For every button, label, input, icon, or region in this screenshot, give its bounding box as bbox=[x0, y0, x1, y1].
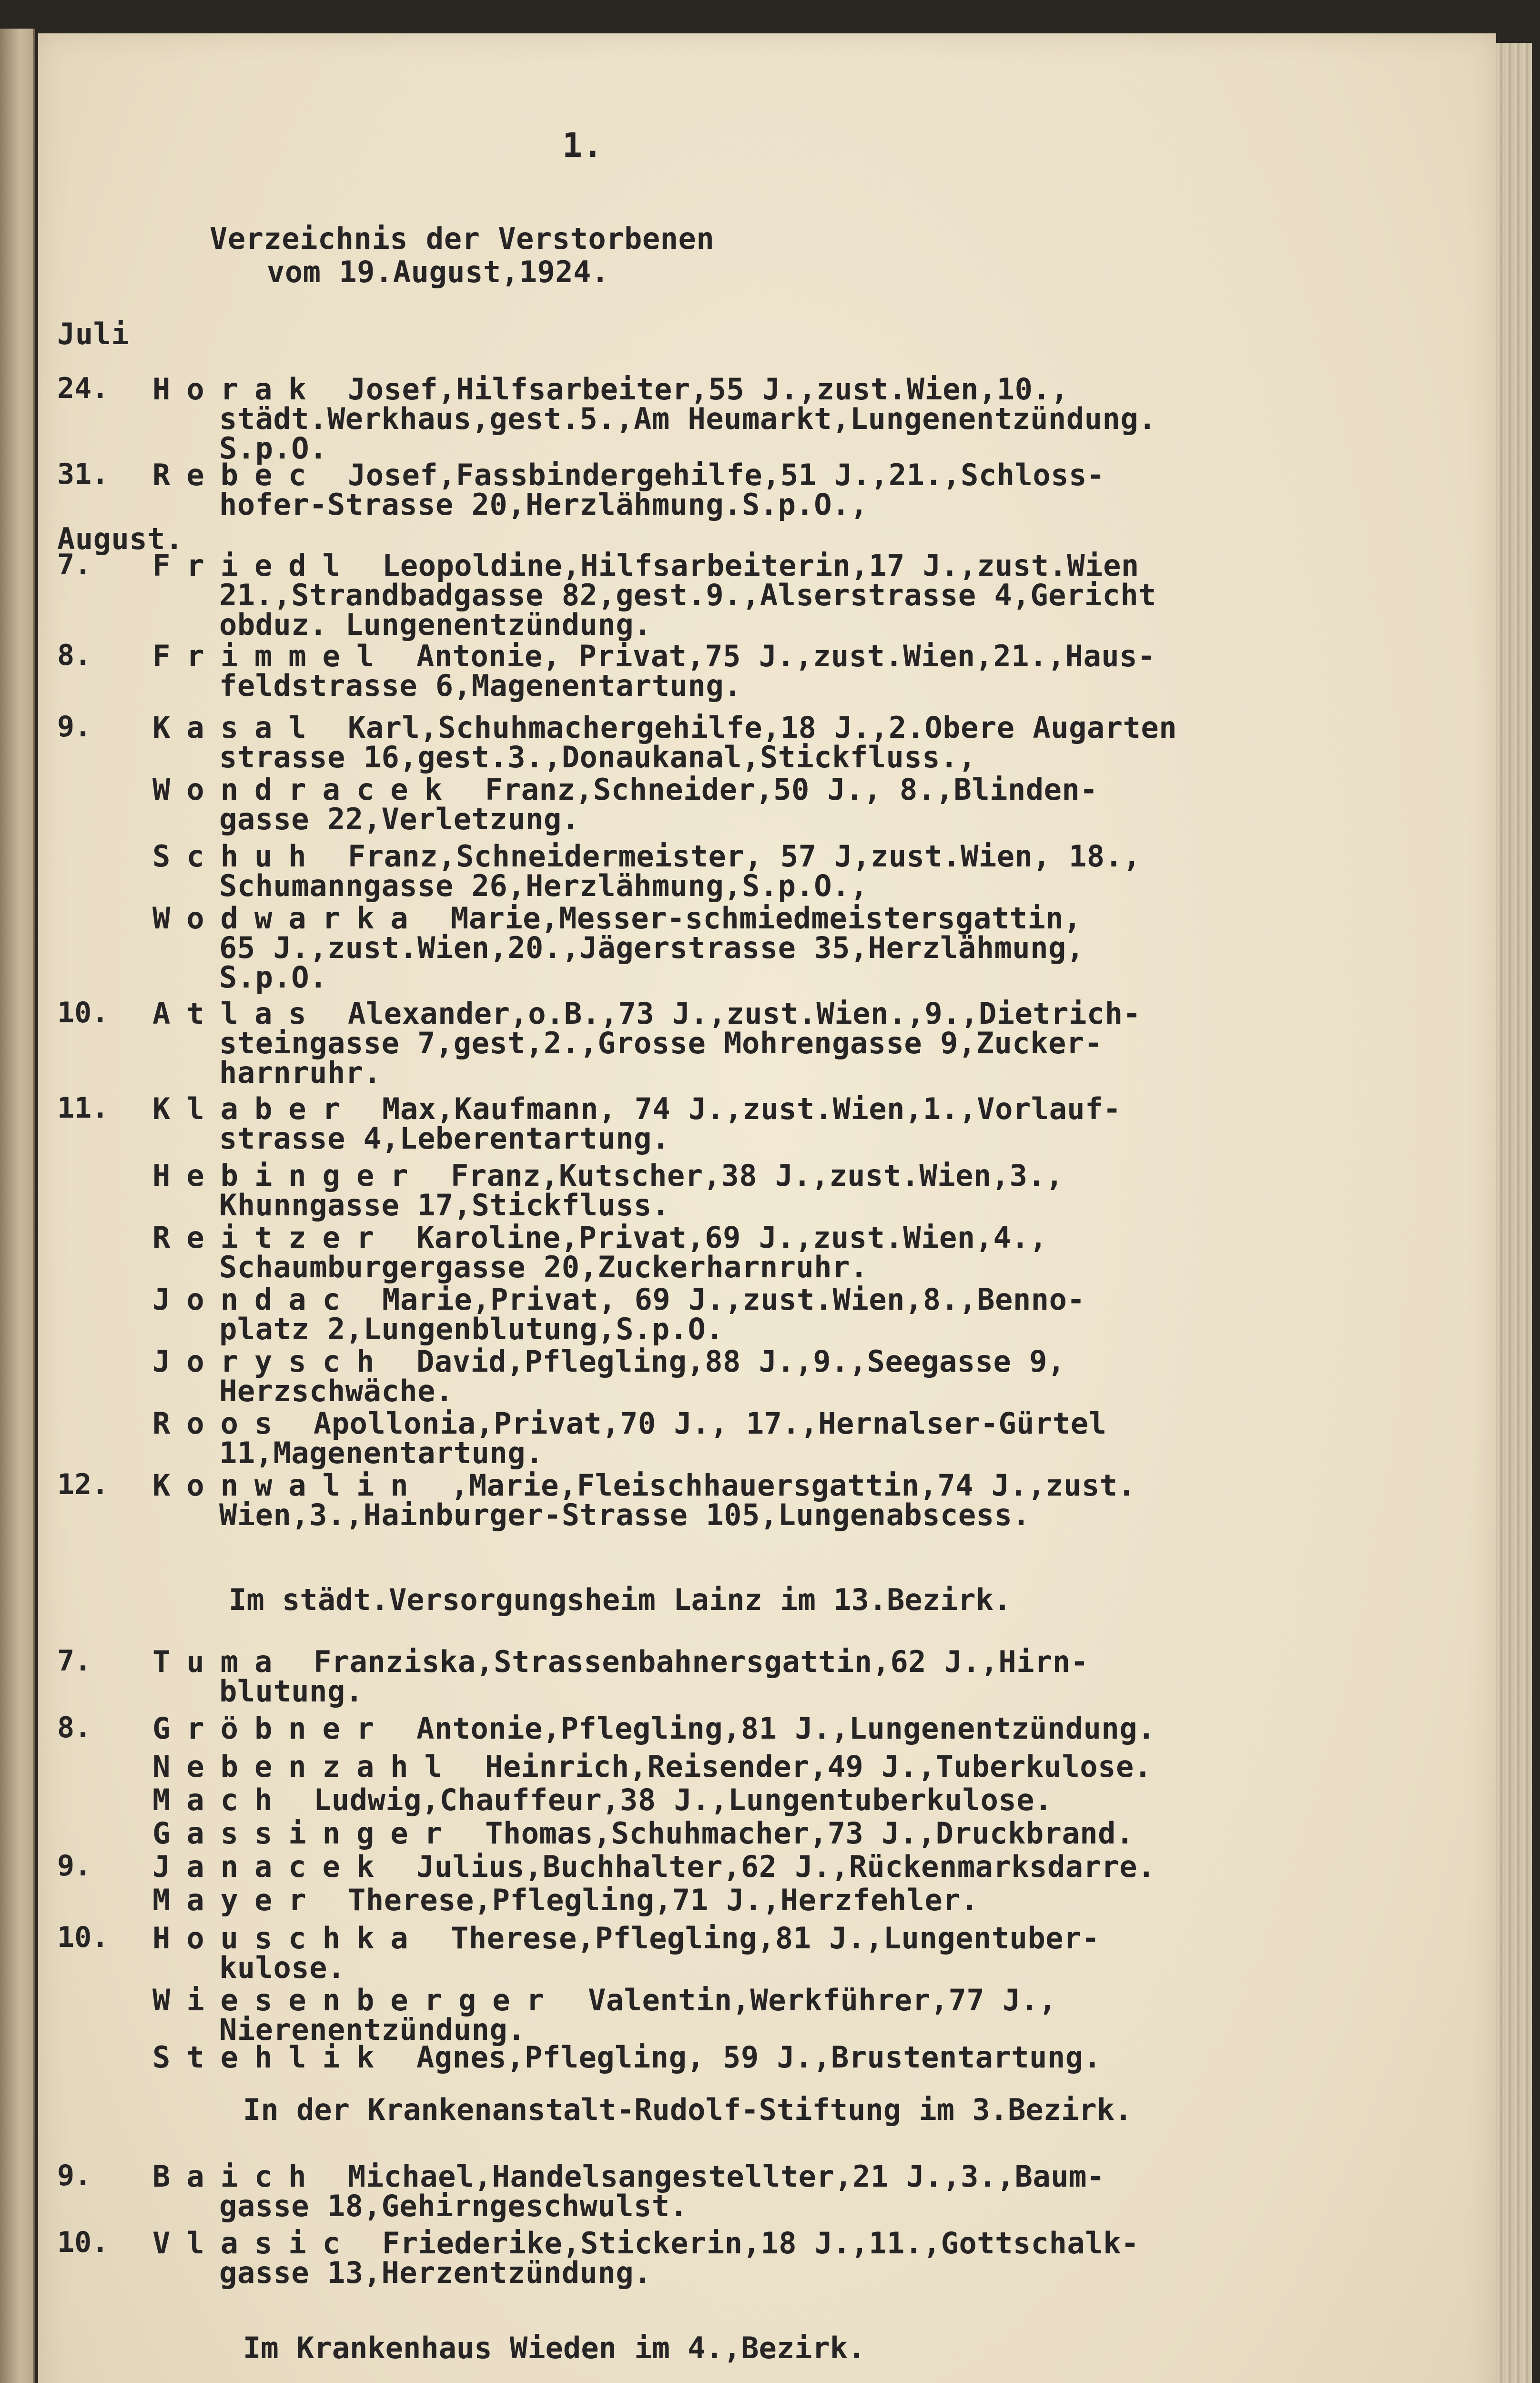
entry-date: 11. bbox=[57, 1091, 109, 1125]
entry-line-1: Franz,Schneidermeister, 57 J,zust.Wien, 18., bbox=[348, 839, 1141, 874]
entry-line-2: 11,Magenentartung. bbox=[219, 1436, 544, 1470]
entry-line-2: Wien,3.,Hainburger-Strasse 105,Lungenabscess. bbox=[219, 1497, 1031, 1532]
entry-line-1: Franziska,Strassenbahnersgattin,62 J.,Hirn- bbox=[314, 1644, 1089, 1679]
month-july: Juli bbox=[57, 316, 130, 351]
entry-line-1: Max,Kaufmann, 74 J.,zust.Wien,1.,Vorlauf- bbox=[382, 1091, 1121, 1126]
entry-surname: Klaber bbox=[152, 1091, 356, 1126]
entry-line-1: Valentin,Werkführer,77 J., bbox=[588, 1983, 1057, 2017]
entry-surname: Wodwarka bbox=[152, 901, 425, 936]
entry-line-2: platz 2,Lungenblutung,S.p.O. bbox=[219, 1312, 724, 1346]
entry-surname: Gassinger bbox=[152, 1816, 458, 1851]
entry-line-1: Therese,Pflegling,71 J.,Herzfehler. bbox=[348, 1883, 979, 1917]
entry-line-2: hofer-Strasse 20,Herzlähmung.S.p.O., bbox=[219, 487, 868, 522]
entry-line-3: harnruhr. bbox=[219, 1055, 382, 1090]
entry-surname: Stehlik bbox=[152, 2040, 391, 2075]
entry-surname: Konwalin bbox=[152, 1468, 425, 1503]
entry-line-1: Marie,Privat, 69 J.,zust.Wien,8.,Benno- bbox=[382, 1282, 1085, 1317]
entry-line-1: ,Marie,Fleischhauersgattin,74 J.,zust. bbox=[451, 1468, 1136, 1503]
entry-line-1: Leopoldine,Hilfsarbeiterin,17 J.,zust.Wien bbox=[382, 548, 1139, 583]
entry-line-2: feldstrasse 6,Magenentartung. bbox=[219, 668, 742, 703]
document-page bbox=[38, 33, 1496, 2383]
entry-surname: Atlas bbox=[152, 996, 323, 1031]
entry-surname: Jondac bbox=[152, 1282, 356, 1317]
entry-line-2: strasse 4,Leberentartung. bbox=[219, 1121, 670, 1156]
entry-line-2: gasse 22,Verletzung. bbox=[219, 802, 580, 836]
entry-surname: Janacek bbox=[152, 1849, 391, 1884]
entry-surname: Frimmel bbox=[152, 639, 391, 673]
entry-line-1: Marie,Messer-schmiedmeistersgattin, bbox=[451, 901, 1082, 936]
entry-line-1: Michael,Handelsangestellter,21 J.,3.,Baum- bbox=[348, 2159, 1105, 2194]
entry-line-2: Herzschwäche. bbox=[219, 1374, 454, 1408]
entry-date: 8. bbox=[57, 1711, 92, 1744]
entry-line-2: kulose. bbox=[219, 1950, 345, 1985]
entry-line-1: David,Pflegling,88 J.,9.,Seegasse 9, bbox=[416, 1344, 1065, 1379]
entry-line-3: S.p.O. bbox=[219, 960, 327, 995]
entry-line-2: städt.Werkhaus,gest.5.,Am Heumarkt,Lungenentzündung. bbox=[219, 401, 1157, 436]
entry-surname: Houschka bbox=[152, 1921, 425, 1955]
entry-surname: Schuh bbox=[152, 839, 323, 874]
entry-line-1: Josef,Hilfsarbeiter,55 J.,zust.Wien,10., bbox=[348, 372, 1069, 407]
entry-date: 7. bbox=[57, 548, 92, 581]
page-number: 1. bbox=[562, 126, 603, 165]
section-heading-wieden: Im Krankenhaus Wieden im 4.,Bezirk. bbox=[243, 2331, 866, 2365]
entry-surname: Wondracek bbox=[152, 772, 458, 807]
entry-line-1: Ludwig,Chauffeur,38 J.,Lungentuberkulose. bbox=[314, 1782, 1053, 1817]
entry-date: 24. bbox=[57, 372, 109, 405]
entry-line-1: Antonie, Privat,75 J.,zust.Wien,21.,Haus- bbox=[416, 639, 1155, 673]
entry-line-2: steingasse 7,gest,2.,Grosse Mohrengasse 9,Zucker- bbox=[219, 1026, 1103, 1060]
entry-surname: Horak bbox=[152, 372, 323, 407]
entry-line-2: gasse 18,Gehirngeschwulst. bbox=[219, 2189, 688, 2223]
entry-date: 10. bbox=[57, 1921, 109, 1954]
section-heading-lainz: Im städt.Versorgungsheim Lainz im 13.Bezirk. bbox=[229, 1582, 1012, 1617]
entry-date: 7. bbox=[57, 1644, 92, 1678]
entry-surname: Mach bbox=[152, 1782, 289, 1817]
entry-line-3: obduz. Lungenentzündung. bbox=[219, 607, 652, 642]
entry-surname: Hebinger bbox=[152, 1158, 425, 1193]
section-heading-rudolf: In der Krankenanstalt-Rudolf-Stiftung im 3.Bezirk. bbox=[243, 2092, 1133, 2127]
entry-line-1: Alexander,o.B.,73 J.,zust.Wien.,9.,Dietrich- bbox=[348, 996, 1141, 1031]
entry-surname: Baich bbox=[152, 2159, 323, 2194]
entry-surname: Tuma bbox=[152, 1644, 289, 1679]
entry-line-1: Josef,Fassbindergehilfe,51 J.,21.,Schloss- bbox=[348, 458, 1105, 492]
entry-surname: Reitzer bbox=[152, 1220, 391, 1255]
entry-surname: Friedl bbox=[152, 548, 356, 583]
entry-line-2: blutung. bbox=[219, 1674, 364, 1709]
entry-line-2: Khunngasse 17,Stickfluss. bbox=[219, 1188, 670, 1222]
entry-line-2: 65 J.,zust.Wien,20.,Jägerstrasse 35,Herzlähmung, bbox=[219, 930, 1084, 965]
entry-surname: Nebenzahl bbox=[152, 1749, 458, 1784]
entry-surname: Kasal bbox=[152, 710, 323, 745]
entry-surname: Rebec bbox=[152, 458, 323, 492]
entry-line-1: Franz,Kutscher,38 J.,zust.Wien,3., bbox=[451, 1158, 1064, 1193]
entry-surname: Vlasic bbox=[152, 2226, 356, 2261]
entry-line-3: S.p.O. bbox=[219, 431, 327, 466]
entry-surname: Gröbner bbox=[152, 1711, 391, 1746]
entry-surname: Wiesenberger bbox=[152, 1983, 560, 2017]
entry-date: 31. bbox=[57, 458, 109, 491]
entry-line-1: Therese,Pflegling,81 J.,Lungentuber- bbox=[451, 1921, 1100, 1955]
entry-line-2: Nierenentzündung. bbox=[219, 2012, 526, 2047]
entry-line-1: Karoline,Privat,69 J.,zust.Wien,4., bbox=[416, 1220, 1047, 1255]
entry-line-2: gasse 13,Herzentzündung. bbox=[219, 2255, 652, 2290]
title-line-2: vom 19.August,1924. bbox=[267, 255, 609, 289]
entry-line-1: Heinrich,Reisender,49 J.,Tuberkulose. bbox=[485, 1749, 1152, 1784]
entry-surname: Mayer bbox=[152, 1883, 323, 1917]
entry-surname: Jorysch bbox=[152, 1344, 391, 1379]
entry-date: 9. bbox=[57, 710, 92, 743]
entry-line-1: Friederike,Stickerin,18 J.,11.,Gottschalk- bbox=[382, 2226, 1139, 2261]
entry-line-1: Karl,Schuhmachergehilfe,18 J.,2.Obere Augarten bbox=[348, 710, 1177, 745]
entry-line-2: Schaumburgergasse 20,Zuckerharnruhr. bbox=[219, 1250, 868, 1284]
left-page-edge bbox=[0, 29, 35, 2383]
entry-date: 8. bbox=[57, 639, 92, 672]
entry-line-1: Julius,Buchhalter,62 J.,Rückenmarksdarre. bbox=[416, 1849, 1155, 1884]
entry-line-2: 21.,Strandbadgasse 82,gest.9.,Alserstrasse 4,Gericht bbox=[219, 578, 1157, 612]
entry-date: 9. bbox=[57, 1849, 92, 1883]
entry-line-1: Agnes,Pflegling, 59 J.,Brustentartung. bbox=[416, 2040, 1102, 2075]
entry-line-1: Antonie,Pflegling,81 J.,Lungenentzündung. bbox=[416, 1711, 1155, 1746]
entry-line-1: Franz,Schneider,50 J., 8.,Blinden- bbox=[485, 772, 1098, 807]
entry-date: 9. bbox=[57, 2159, 92, 2192]
entry-line-2: strasse 16,gest.3.,Donaukanal,Stickfluss., bbox=[219, 740, 976, 774]
month-august: August. bbox=[57, 521, 183, 556]
title-line-1: Verzeichnis der Verstorbenen bbox=[210, 221, 715, 256]
entry-date: 12. bbox=[57, 1468, 109, 1501]
entry-line-1: Thomas,Schuhmacher,73 J.,Druckbrand. bbox=[485, 1816, 1134, 1851]
entry-date: 10. bbox=[57, 2226, 109, 2259]
entry-line-2: Schumanngasse 26,Herzlähmung,S.p.O., bbox=[219, 868, 868, 903]
entry-line-1: Apollonia,Privat,70 J., 17.,Hernalser-Gürtel bbox=[314, 1406, 1107, 1441]
entry-date: 10. bbox=[57, 996, 109, 1029]
entry-surname: Roos bbox=[152, 1406, 289, 1441]
